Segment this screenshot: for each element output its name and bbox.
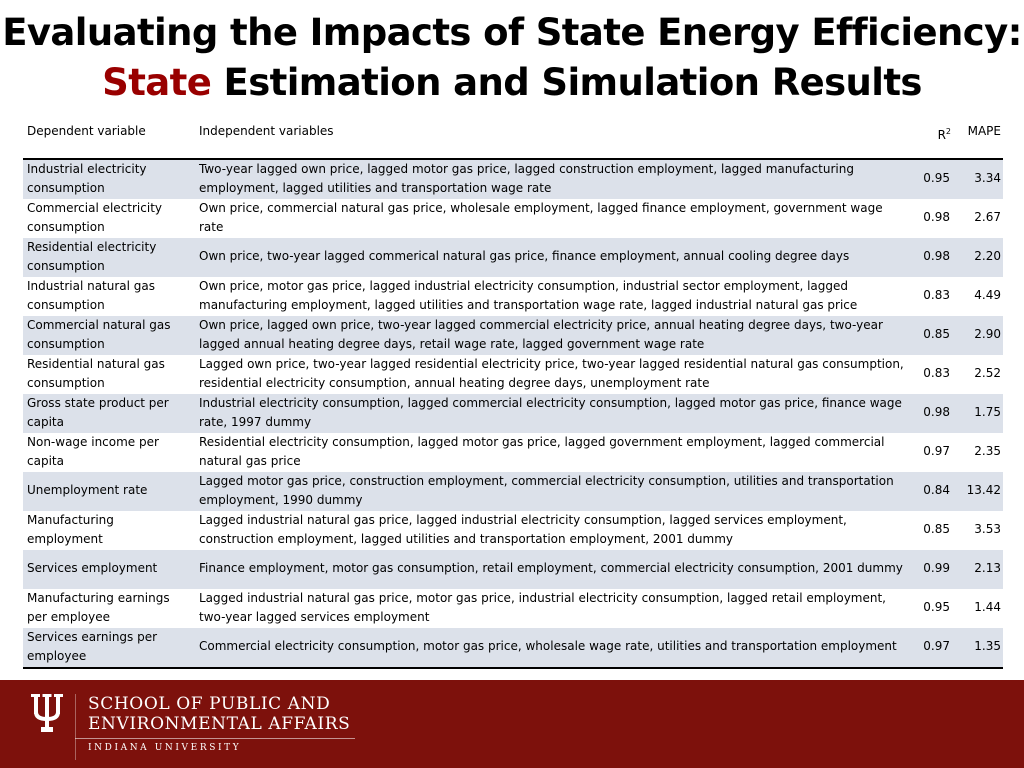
- table-header-row: [23, 114, 1003, 159]
- independent-variables-cell: Own price, motor gas price, lagged industrial electricity consumption, industrial sector employment, lagged manufacturing employment, lagged utilities and transportation wage rate, lagged industrial natural gas price: [199, 278, 858, 312]
- header-dependent-variable: Dependent variable: [23, 114, 195, 159]
- r-squared-cell: 0.95: [913, 159, 957, 199]
- school-name: [88, 694, 350, 734]
- dependent-variable-cell: Residential natural gas consumption: [27, 356, 165, 390]
- r-squared-cell: 0.95: [923, 600, 950, 615]
- dependent-variable-cell: Non-wage income per capita: [27, 434, 159, 468]
- table-row: [23, 394, 1003, 433]
- table-row: [23, 589, 1003, 628]
- school-name-line-2: ENVIRONMENTAL AFFAIRS: [88, 714, 351, 734]
- title-accent-word: State: [102, 61, 212, 104]
- mape-cell: 2.13: [957, 550, 1003, 589]
- independent-variables-cell: Commercial electricity consumption, motor gas price, wholesale wage rate, utilities and transportation employment: [195, 628, 913, 668]
- results-table: [23, 114, 1003, 669]
- mape-cell: 13.42: [957, 472, 1003, 511]
- r-squared-cell: 0.98: [923, 210, 950, 225]
- r-squared-cell: 0.84: [913, 472, 957, 511]
- table-row: [23, 238, 1003, 277]
- r-squared-cell: 0.98: [913, 394, 957, 433]
- r-squared-cell: 0.83: [923, 366, 950, 381]
- independent-variables-cell: Lagged industrial natural gas price, motor gas price, industrial electricity consumption, lagged retail employment, two-year lagged services employment: [199, 590, 886, 624]
- dependent-variable-cell: Commercial electricity consumption: [27, 200, 162, 234]
- footer-divider: [75, 738, 355, 739]
- independent-variables-cell: Own price, two-year lagged commerical natural gas price, finance employment, annual cooling degree days: [195, 238, 913, 277]
- table-row: [23, 199, 1003, 238]
- table-row: [23, 511, 1003, 550]
- mape-cell: 1.35: [957, 628, 1003, 668]
- dependent-variable-cell: Industrial electricity consumption: [23, 159, 195, 199]
- r-squared-cell: 0.83: [923, 288, 950, 303]
- school-name-line-1: SCHOOL OF PUBLIC AND: [88, 694, 331, 714]
- dependent-variable-cell: Services earnings per employee: [23, 628, 195, 668]
- dependent-variable-cell: Industrial natural gas consumption: [27, 278, 156, 312]
- independent-variables-cell: Industrial electricity consumption, lagged commercial electricity consumption, lagged motor gas price, finance wage rate, 1997 dummy: [195, 394, 913, 433]
- dependent-variable-cell: Unemployment rate: [23, 472, 195, 511]
- header-mape: MAPE: [957, 114, 1003, 159]
- table-row: [23, 472, 1003, 511]
- iu-trident-icon: [31, 694, 63, 736]
- dependent-variable-cell: Manufacturing earnings per employee: [27, 590, 170, 624]
- footer-banner: [0, 680, 1024, 768]
- table-row: [23, 316, 1003, 355]
- footer-vertical-divider: [75, 694, 76, 760]
- independent-variables-cell: Own price, commercial natural gas price, wholesale employment, lagged finance employment, government wage rate: [199, 200, 883, 234]
- header-r2-superscript: 2: [945, 127, 951, 136]
- table-body: [23, 159, 1003, 668]
- header-independent-variables: Independent variables: [195, 114, 913, 159]
- mape-cell: 2.52: [974, 366, 1001, 381]
- dependent-variable-cell: Residential electricity consumption: [23, 238, 195, 277]
- mape-cell: 2.35: [974, 444, 1001, 459]
- mape-cell: 2.20: [957, 238, 1003, 277]
- independent-variables-cell: Lagged own price, two-year lagged residential electricity price, two-year lagged residential natural gas consumption, residential electricity consumption, annual heating degree days, unemployment rate: [199, 356, 904, 390]
- table-row: [23, 355, 1003, 394]
- independent-variables-cell: Lagged industrial natural gas price, lagged industrial electricity consumption, lagged services employment, construction employment, lagged utilities and transportation employment, 2001 dummy: [199, 512, 847, 546]
- r-squared-cell: 0.98: [913, 238, 957, 277]
- header-r2-base: R: [937, 128, 946, 142]
- r-squared-cell: 0.99: [913, 550, 957, 589]
- mape-cell: 1.44: [974, 600, 1001, 615]
- independent-variables-cell: Lagged motor gas price, construction employment, commercial electricity consumption, utilities and transportation employment, 1990 dummy: [195, 472, 913, 511]
- dependent-variable-cell: Manufacturing employment: [27, 512, 114, 546]
- independent-variables-cell: Two-year lagged own price, lagged motor gas price, lagged construction employment, lagged manufacturing employment, lagged utilities and transportation wage rate: [195, 159, 913, 199]
- title-line-2: [0, 58, 1024, 108]
- table-row: [23, 550, 1003, 589]
- mape-cell: 3.34: [957, 159, 1003, 199]
- title-line-1: Evaluating the Impacts of State Energy Efficiency:: [2, 11, 1022, 54]
- independent-variables-cell: Finance employment, motor gas consumption, retail employment, commercial electricity consumption, 2001 dummy: [195, 550, 913, 589]
- independent-variables-cell: Own price, lagged own price, two-year lagged commercial electricity price, annual heating degree days, two-year lagged annual heating degree days, retail wage rate, lagged government wage rate: [195, 316, 913, 355]
- independent-variables-cell: Residential electricity consumption, lagged motor gas price, lagged government employment, lagged commercial natural gas price: [199, 434, 885, 468]
- mape-cell: 4.49: [974, 288, 1001, 303]
- table-row: [23, 159, 1003, 199]
- dependent-variable-cell: Commercial natural gas consumption: [23, 316, 195, 355]
- dependent-variable-cell: Services employment: [23, 550, 195, 589]
- table-row: [23, 277, 1003, 316]
- mape-cell: 2.67: [974, 210, 1001, 225]
- dependent-variable-cell: Gross state product per capita: [23, 394, 195, 433]
- mape-cell: 2.90: [957, 316, 1003, 355]
- r-squared-cell: 0.97: [923, 444, 950, 459]
- r-squared-cell: 0.85: [913, 316, 957, 355]
- header-r-squared: [913, 114, 957, 159]
- title-line-2-rest: Estimation and Simulation Results: [211, 61, 922, 104]
- mape-cell: 1.75: [957, 394, 1003, 433]
- table-row: [23, 433, 1003, 472]
- mape-cell: 3.53: [974, 522, 1001, 537]
- r-squared-cell: 0.97: [913, 628, 957, 668]
- university-name: INDIANA UNIVERSITY: [88, 743, 242, 753]
- table-row: [23, 628, 1003, 668]
- slide-title: [0, 8, 1024, 108]
- r-squared-cell: 0.85: [923, 522, 950, 537]
